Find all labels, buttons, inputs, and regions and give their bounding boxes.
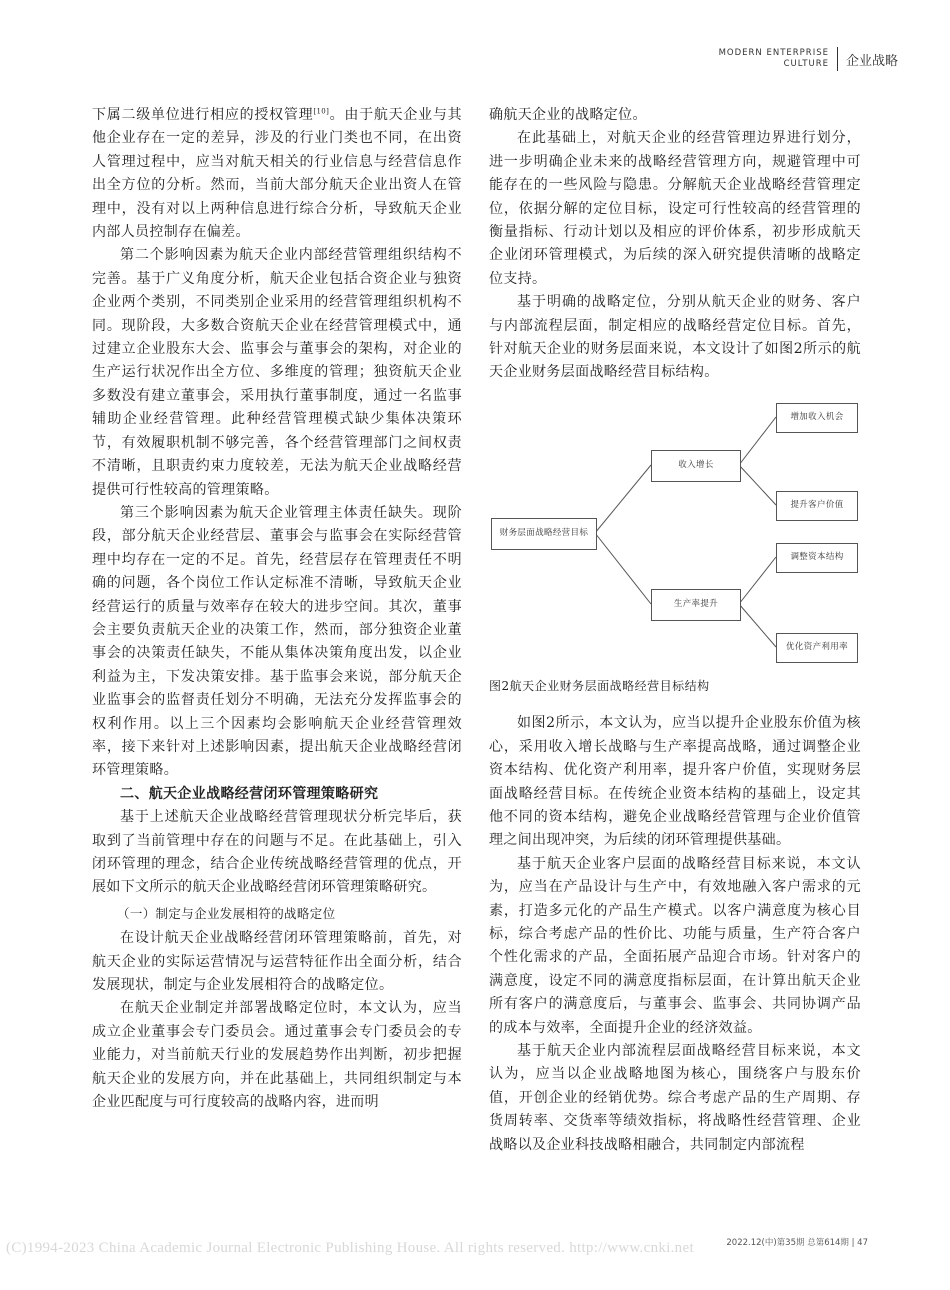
diagram-leaf-increase-revenue: 增加收入机会 [776,403,858,433]
connector-mid1-leaf2 [739,465,776,505]
diagram-node-productivity: 生产率提升 [651,589,741,621]
paragraph: 在此基础上，对航天企业的经营管理边界进行划分，进一步明确企业未来的战略经营管理方向，规避管理中可能存在的一些风险与隐患。分解航天企业战略经营管理定位，依据分解的定位目标，设定可行性较高的经营管理的衡量指标、行动计划以及相应的评价体系，初步形成航天企业闭环管理模式，为后续的深入研究提供清晰的战略定位支持。 [489,130,861,287]
diagram-leaf-asset-utilization: 优化资产利用率 [776,633,858,663]
journal-name-en-line2: CULTURE [783,59,829,69]
diagram-node-revenue-growth: 收入增长 [651,450,741,482]
section-name: 企业战略 [845,53,898,69]
connector-root-mid2 [595,533,651,604]
diagram-leaf-capital-structure: 调整资本结构 [776,543,858,573]
connector-mid2-leaf4 [739,604,776,647]
paragraph: 在设计航天企业战略经营闭环管理策略前，首先，对航天企业的实际运营情况与运营特征作出全面分析，结合发展现状，制定与企业发展相符合的战略定位。 [92,930,462,994]
left-column [92,104,462,1114]
paragraph [92,104,462,244]
citation-ref: [10] [313,107,330,116]
section-heading: 二、航天企业战略经营闭环管理策略研究 [120,785,379,802]
running-header [719,44,898,74]
paragraph: 基于明确的战略定位，分别从航天企业的财务、客户与内部流程层面，制定相应的战略经营定位目标。首先，针对航天企业的财务层面来说，本文设计了如图2所示的航天企业财务层面战略经营目标结构。 [489,294,861,381]
connector-mid2-leaf3 [739,557,776,604]
paragraph-text: 下属二级单位进行相应的授权管理 [92,107,314,123]
issue-page-number: 2022.12(中)第35期 总第614期 | 47 [726,1238,868,1248]
figure-2-diagram [489,399,861,667]
paragraph: 确航天企业的战略定位。 [489,107,647,123]
paragraph: 基于航天企业内部流程层面战略经营目标来说，本文认为，应当以企业战略地图为核心，围绕客户与股东价值，开创企业的经销优势。综合考虑产品的生产周期、存货周转率、交货率等绩效指标，将战略性经营管理、企业战略以及企业科技战略相融合，共同制定内部流程 [489,1042,861,1153]
paragraph: 如图2所示，本文认为，应当以提升企业股东价值为核心，采用收入增长战略与生产率提高战略，通过调整企业资本结构、优化资产利用率，提升客户价值，实现财务层面战略经营目标。在传统企业资本结构的基础上，设定其他不同的资本结构，避免企业战略经营管理与企业价值管理之间出现冲突，为后续的闭环管理提供基础。 [489,715,861,849]
header-divider [837,47,838,71]
copyright-watermark: (C)1994-2023 China Academic Journal Electronic Publishing House. All rights reserved. http://www.cnki.net [6,1240,694,1256]
journal-name-en [719,48,829,70]
paragraph: 第二个影响因素为航天企业内部经营管理组织结构不完善。基于广义角度分析，航天企业包括合资企业与独资企业两个类别，不同类别企业采用的经营管理组织机构不同。现阶段，大多数合资航天企业在经营管理模式中，通过建立企业股东大会、监事会与董事会的架构，对企业的生产运行状况作出全方位、多维度的管理；独资航天企业多数没有建立董事会，采用执行董事制度，通过一名监事辅助企业经营管理。此种经营管理模式缺少集体决策环节，有效履职机制不够完善，各个经营管理部门之间权责不清晰，且职责约束力度较差，无法为航天企业战略经营提供可行性较高的管理策略。 [92,247,462,498]
paragraph-text: 。由于航天企业与其他企业存在一定的差异，涉及的行业门类也不同，在出资人管理过程中，应当对航天相关的行业信息与经营信息作出全方位的分析。然而，当前大部分航天企业出资人在管理中，没有对以上两种信息进行综合分析，导致航天企业内部人员控制存在偏差。 [92,107,463,241]
paragraph: 基于航天企业客户层面的战略经营目标来说，本文认为，应当在产品设计与生产中，有效地融入客户需求的元素，打造多元化的产品生产模式。以客户满意度为核心目标，综合考虑产品的性价比、功能与质量，生产符合客户个性化需求的产品，全面拓展产品迎合市场。针对客户的满意度，设定不同的满意度指标层面，在计算出航天企业所有客户的满意度后，与董事会、监事会、共同协调产品的成本与效率，全面提升企业的经济效益。 [489,855,861,1036]
diagram-root-node: 财务层面战略经营目标 [491,518,597,550]
figure-caption: 图2航天企业财务层面战略经营目标结构 [489,678,710,693]
subsection-heading: （一）制定与企业发展相符的战略定位 [117,905,336,921]
connector-root-mid1 [595,465,651,533]
paragraph: 在航天企业制定并部署战略定位时，本文认为，应当成立企业董事会专门委员会。通过董事会专门委员会的专业能力，对当前航天行业的发展趋势作出判断，初步把握航天企业的发展方向，并在此基础上，共同组织制定与本企业匹配度与可行度较高的战略内容，进而明 [92,1000,462,1111]
journal-name-en-line1: MODERN ENTERPRISE [718,48,829,58]
diagram-leaf-customer-value: 提升客户价值 [776,491,858,521]
right-column [489,104,861,1157]
paragraph: 基于上述航天企业战略经营管理现状分析完毕后，获取到了当前管理中存在的问题与不足。在此基础上，引入闭环管理的理念，结合企业传统战略经营管理的优点，开展如下文所示的航天企业战略经营闭环管理策略研究。 [92,809,462,896]
paragraph: 第三个影响因素为航天企业管理主体责任缺失。现阶段，部分航天企业经营层、董事会与监事会在实际经营管理中均存在一定的不足。首先，经营层存在管理责任不明确的问题，各个岗位工作认定标准不清晰，导致航天企业经营运行的质量与效率存在较大的进步空间。其次，董事会主要负责航天企业的决策工作，然而，部分独资企业董事会的决策责任缺失，不能从集体决策角度出发，以企业利益为主，下发决策安排。基于监事会来说，部分航天企业监事会的监督责任划分不明确，无法充分发挥监事会的权利作用。以上三个因素均会影响航天企业经营管理效率，接下来针对上述影响因素，提出航天企业战略经营闭环管理策略。 [92,504,462,779]
connector-mid1-leaf1 [739,417,776,465]
